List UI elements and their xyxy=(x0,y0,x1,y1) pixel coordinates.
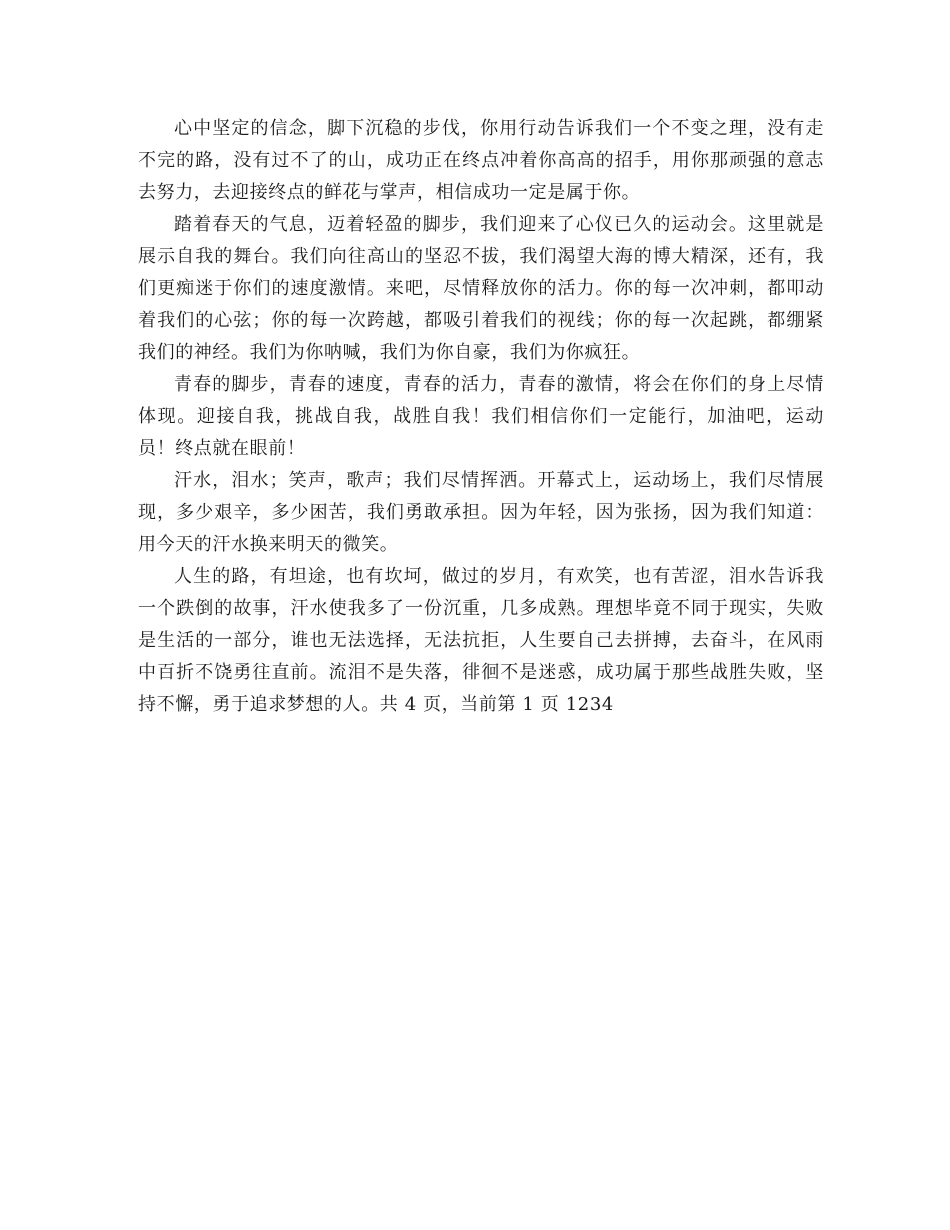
document-body xyxy=(138,113,824,721)
paragraph-5: 人生的路，有坦途，也有坎坷，做过的岁月，有欢笑，也有苦涩，泪水告诉我一个跌倒的故事，汗水使我多了一份沉重，几多成熟。理想毕竟不同于现实，失败是生活的一部分，谁也无法选择，无法抗拒，人生要自己去拼搏，去奋斗，在风雨中百折不饶勇往直前。流泪不是失落，徘徊不是迷惑，成功属于那些战胜失败，坚持不懈，勇于追求梦想的人。共 4 页，当前第 1 页 1234 xyxy=(138,566,824,715)
paragraph-2: 踏着春天的气息，迈着轻盈的脚步，我们迎来了心仪已久的运动会。这里就是展示自我的舞台。我们向往高山的坚忍不拔，我们渴望大海的博大精深，还有，我们更痴迷于你们的速度激情。来吧，尽情释放你的活力。你的每一次冲刺，都叩动着我们的心弦；你的每一次跨越，都吸引着我们的视线；你的每一次起跳，都绷紧我们的神经。我们为你呐喊，我们为你自豪，我们为你疯狂。 xyxy=(138,214,824,363)
paragraph-4: 汗水，泪水；笑声，歌声；我们尽情挥洒。开幕式上，运动场上，我们尽情展现，多少艰辛，多少困苦，我们勇敢承担。因为年轻，因为张扬，因为我们知道：用今天的汗水换来明天的微笑。 xyxy=(138,470,824,555)
paragraph-1: 心中坚定的信念，脚下沉稳的步伐，你用行动告诉我们一个不变之理，没有走不完的路，没有过不了的山，成功正在终点冲着你高高的招手，用你那顽强的意志去努力，去迎接终点的鲜花与掌声，相信成功一定是属于你。 xyxy=(138,118,824,203)
paragraph-3: 青春的脚步，青春的速度，青春的活力，青春的激情，将会在你们的身上尽情体现。迎接自我，挑战自我，战胜自我！我们相信你们一定能行，加油吧，运动员！终点就在眼前！ xyxy=(138,374,824,459)
